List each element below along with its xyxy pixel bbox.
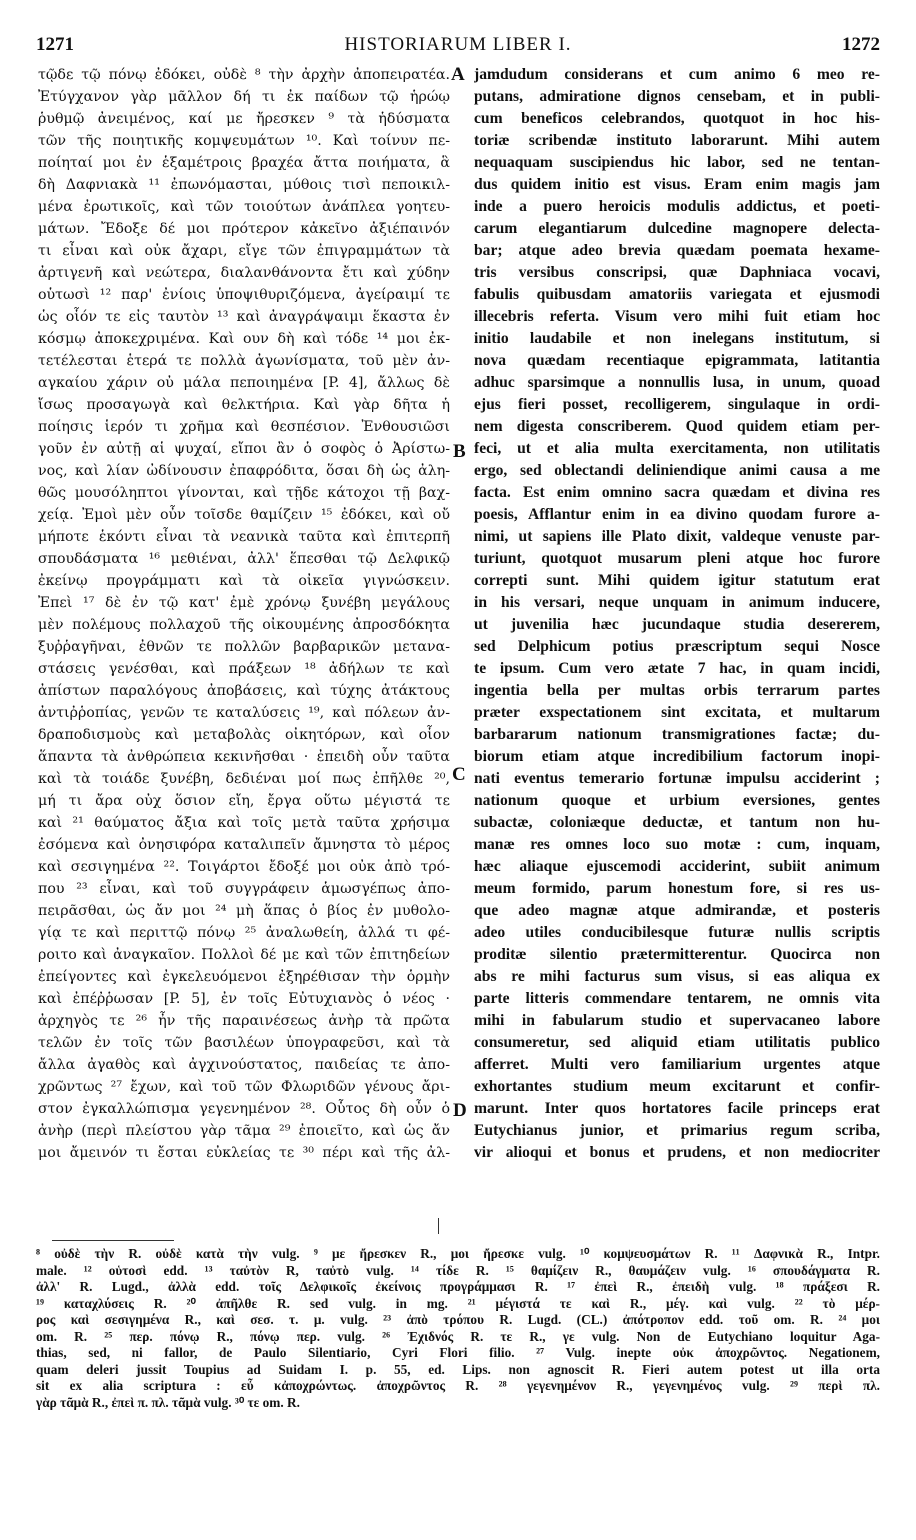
latin-text-line: adeo utiles conducibilesque futuræ nullis scriptis: [474, 924, 880, 941]
greek-text-line: στον ἐγκαλλώπισμα γεγενημένον ²⁸. Οὗτος δὴ οὖν ὁ: [38, 1101, 450, 1117]
latin-text-line: ergo, sed oblectandi deliniendique animi causa a me: [474, 462, 880, 479]
greek-text-line: καὶ ἐπέῤῥωσαν [P. 5], ἐν τοῖς Εὐτυχιανὸς ὁ νέος ·: [38, 991, 450, 1007]
latin-text-line: manæ res omnes loco suo motæ : cum, inquam,: [474, 836, 880, 853]
latin-text-line: marunt. Inter quos hortatores facile princeps erat: [474, 1100, 880, 1117]
greek-text-line: ἀρχηγὸς τε ²⁶ ἦν τῆς παραινέσεως ἀνὴρ τὰ πρῶτα: [38, 1013, 450, 1029]
greek-text-line: τῷδε τῷ πόνῳ ἐδόκει, οὐδὲ ⁸ τὴν ἀρχὴν ἀποπειρατέα.: [38, 67, 450, 83]
greek-text-line: κόσμῳ ἀποκεχριμένα. Καὶ ουν δὴ καὶ τόδε ¹⁴ μοι ἐκ-: [38, 331, 450, 347]
latin-text-line: consumeretur, sed aliquid etiam utilitatis publico: [474, 1034, 880, 1051]
latin-text-line: barbararum nationum transmigrationes factæ; du-: [474, 726, 880, 743]
latin-text-line: Eutychianus junior, et primarius regum scriba,: [474, 1122, 880, 1139]
latin-text-line: parte litteris commendare tentarem, ne omnis vita: [474, 990, 880, 1007]
latin-text-line: illecebris referta. Visum vero mihi fuit etiam hoc: [474, 308, 880, 325]
latin-text-line: jamdudum considerans et cum animo 6 meo re-: [474, 66, 880, 83]
greek-text-line: ὡς οἷόν τε εἰς ταυτὸν ¹³ καὶ ἀναγράψαιμι ἕκαστα ἐν: [38, 309, 450, 325]
greek-text-line: καὶ τὰ τοιάδε ξυνέβη, δεδιέναι μοί πως ἐπῆλθε ²⁰,: [38, 771, 450, 787]
greek-text-line: ξυῤῥαγῆναι, ἐθνῶν τε πολλῶν βαρβαρικῶν μετανα-: [38, 639, 450, 655]
greek-text-line: θῶς μουσόληπτοι γίνονται, καὶ τῇδε κάτοχοι τῇ βαχ-: [38, 485, 450, 501]
latin-text-line: subactæ, coloniæque deductæ, et tantum non hu-: [474, 814, 880, 831]
latin-text-line: præter exspectationem sint excitata, et multarum: [474, 704, 880, 721]
latin-text-line: nationum quoque et urbium eversiones, gentes: [474, 792, 880, 809]
footnote-line: ⁸ οὐδὲ τὴν R. οὐδὲ κατὰ τὴν vulg. ⁹ με ἤρεσκεν R., μοι ἤρεσκε vulg. ¹⁰ κομψευσμάτων R. ¹¹ Δαφνικὰ R., Intpr.: [36, 1246, 880, 1261]
footnote-line: quam deleri jussit Toupius ad Suidam I. p. 55, ed. Lips. non agnoscit R. Fieri autem potest ut illa orta: [36, 1361, 880, 1377]
latin-text-line: nimi, ut sapiens ille Plato dixit, valdeque venuste par-: [474, 528, 880, 545]
greek-text-line: χρῶντως ²⁷ ἔχων, καὶ τοῦ τῶν Φλωριδῶν γένους ἄρι-: [38, 1079, 450, 1095]
greek-text-line: ἀπίστων παραλόγους ἀποβάσεις, καὶ τύχης ἀτάκτους: [38, 683, 450, 699]
greek-text-line: δὴ Δαφνιακὰ ¹¹ ἐπωνόμασται, μύθοις τισὶ πεποικιλ-: [38, 177, 450, 193]
greek-text-line: ἀρτιγενῆ καὶ νεώτερα, διαλανθάνοντα ἔτι καὶ χύδην: [38, 265, 450, 281]
footnote-line: om. R. ²⁵ περ. πόνῳ R., πόνῳ περ. vulg. ²⁶ Ἐχιδνός R. τε R., γε vulg. Non de Eutychiano loquitur Aga-: [36, 1328, 880, 1344]
footnotes-block: [36, 1246, 880, 1411]
greek-text-line: σπουδάσματα ¹⁶ μεθιέναι, ἀλλ' ἕπεσθαι τῷ Δελφικῷ: [38, 551, 450, 567]
latin-text-line: meum formido, parum honestum fore, si res us-: [474, 880, 880, 897]
greek-text-line: οὑτωσὶ ¹² παρ' ἐνίοις ὑποψιθυριζόμενα, ἀγείραιμί τε: [38, 287, 450, 303]
greek-text-line: Ἐπεὶ ¹⁷ δὲ ἐν τῷ κατ' ἐμὲ χρόνῳ ξυνέβη μεγάλους: [38, 595, 450, 611]
running-header: [36, 34, 880, 58]
latin-text-line: hæc aliaque ejuscemodi acciderint, subiit animum: [474, 858, 880, 875]
latin-text-line: nati eventus temerario fortunæ impulsu acciderint ;: [474, 770, 880, 787]
latin-text-line: ejus fieri posset, recolligerem, singulaque in ordi-: [474, 396, 880, 413]
greek-text-line: γοῦν ἐν αὐτῇ αἱ ψυχαί, εἴποι ἂν ὁ σοφὸς ὁ Ἀρίστω-: [38, 441, 450, 457]
latin-text-line: carum elegantiarum dulcedine magnopere delecta-: [474, 220, 880, 237]
greek-text-line: που ²³ εἶναι, καὶ τοῦ συγγράφειν ἁμωσγέπως ἀπο-: [38, 881, 450, 897]
greek-text-line: μένα ἐρωτικοῖς, καὶ τῶν τοιούτων ἀνάπλεα γοητευ-: [38, 199, 450, 215]
latin-text-line: correpti sunt. Mihi quidem igitur statutum erat: [474, 572, 880, 589]
greek-text-line: καὶ ²¹ θαύματος ἄξια καὶ τοῖς μετὰ ταῦτα χρήσιμα: [38, 815, 450, 831]
latin-text-line: exhortantes studium meum excitarunt et confir-: [474, 1078, 880, 1095]
footnote-line: ¹⁹ καταχλύσεις R. ²⁰ ἀπῆλθε R. sed vulg. in mg. ²¹ μέγιστά τε καὶ R., μέγ. καὶ vulg. ²² τὸ μέρ-: [36, 1295, 880, 1311]
greek-text-line: μὲν πολέμους πολλαχοῦ τῆς οἰκουμένης ἀπροσδόκητα: [38, 617, 450, 633]
latin-text-line: te ipsum. Cum vero ætate 7 hac, in quam incidi,: [474, 660, 880, 677]
greek-text-line: μήποτε ἑκόντι εἶναι τὰ νεανικὰ ταῦτα καὶ ἐπιτερπῆ: [38, 529, 450, 545]
greek-text-line: Ἐτύγχανον γὰρ μᾶλλον δή τι ἐκ παίδων τῷ ἡρώῳ: [38, 89, 450, 105]
greek-text-line: ἀνὴρ (περὶ πλείστου γὰρ τᾶμα ²⁹ ἐποιεῖτο, καὶ ὡς ἄν: [38, 1123, 450, 1139]
greek-text-line: ῥυθμῷ ἀνειμένος, καί με ἤρεσκεν ⁹ τὰ ἡδύσματα: [38, 111, 450, 127]
greek-text-line: στάσεις γενέσθαι, καὶ πράξεων ¹⁸ ἀδήλων τε καὶ: [38, 661, 450, 677]
greek-text-line: πειρᾶσθαι, ὡς ἄν μοι ²⁴ μὴ ἅπας ὁ βίος ἐν μυθολο-: [38, 903, 450, 919]
latin-text-line: nequaquam suscipiendus hic labor, sed ne tentan-: [474, 154, 880, 171]
greek-text-line: καὶ σεσιγημένα ²². Τοιγάρτοι ἔδοξέ μοι οὐκ ἀπὸ τρό-: [38, 859, 450, 875]
page-number-right: 1272: [842, 34, 880, 55]
greek-text-line: χείᾳ. Ἐμοὶ μὲν οὖν τοῖσδε θαμίζειν ¹⁵ ἐδόκει, καὶ οὔ: [38, 507, 450, 523]
greek-text-line: ροιτο καὶ ἀναγκαῖον. Πολλοὶ δέ με καὶ τῶν ἐπιτηδείων: [38, 947, 450, 963]
catchword-tick: [438, 1218, 439, 1234]
latin-text-line: proditæ silentio prætermitterentur. Quocirca non: [474, 946, 880, 963]
latin-text-line: feci, ut et alia multa exercitamenta, non utilitatis: [474, 440, 880, 457]
latin-text-line: ingentia bella per multas orbis terrarum partes: [474, 682, 880, 699]
greek-text-line: τετέλεσται ἑτερά τε πολλὰ ἀγωνίσματα, τοῦ μὲν ἀν-: [38, 353, 450, 369]
footnote-line: ρος καὶ σεσιγημένα R., καὶ σεσ. τ. μ. vulg. ²³ ἀπὸ τρόπου R. Lugd. (CL.) ἀπότροπον edd. τοῦ om. R. ²⁴ μοι: [36, 1312, 880, 1327]
latin-text-column: [474, 64, 880, 1164]
greek-text-column: [38, 64, 450, 1164]
running-title: HISTORIARUM LIBER I.: [344, 34, 572, 55]
latin-text-line: nova quædam recentiaque epigrammata, latitantia: [474, 352, 880, 369]
latin-text-line: vir alioqui et bonus et prudens, et non mediocriter: [474, 1144, 880, 1161]
footnote-line: male. ¹² οὑτοσὶ edd. ¹³ ταὐτὸν R, ταὐτὸ vulg. ¹⁴ τίδε R. ¹⁵ θαμίζειν R., θαυμάζειν vulg. ¹⁶ σπουδάγματα R.: [36, 1262, 880, 1278]
greek-text-line: δραποδισμοὺς καὶ μεταβολὰς οἰκητόρων, καὶ οἷον: [38, 727, 450, 743]
latin-text-line: toriæ scribendæ instituto laborarunt. Mihi autem: [474, 132, 880, 149]
latin-text-line: mihi in fabularum studio et supervacaneo labore: [474, 1012, 880, 1029]
latin-text-line: in his versari, neque unquam in animum inducere,: [474, 594, 880, 611]
latin-text-line: inde a puero heroicis modulis addictus, et poeti-: [474, 198, 880, 215]
latin-text-line: tris versibus conscripsi, quæ Daphniaca vocavi,: [474, 264, 880, 281]
latin-text-line: bar; atque adeo brevia quædam poemata hexame-: [474, 242, 880, 259]
greek-text-line: γίᾳ τε καὶ περιττῷ πόνῳ ²⁵ ἀναλωθείη, ἀλλά τι φέ-: [38, 925, 450, 941]
footnote-separator-rule: [52, 1240, 174, 1241]
greek-text-line: ἴσως προσαγωγὰ καὶ θελκτήρια. Καὶ γὰρ δῆτα ἡ: [38, 397, 450, 413]
greek-text-line: τι εἶναι καὶ οὐκ ἄχαρι, εἴγε τῶν ἐπιγραμμάτων τὰ: [38, 243, 450, 259]
section-marker-a: A: [451, 64, 465, 85]
greek-text-line: ἐπείγοντες καὶ ἐγκελευόμενοι ἐξηρέθισαν τὴν ὁρμὴν: [38, 969, 450, 985]
greek-text-line: ἐκείνῳ προγράμματι καὶ τὰ οἰκεῖα γιγνώσκειν.: [38, 573, 450, 589]
latin-text-line: facta. Est enim omnino sacra quædam et divina res: [474, 484, 880, 501]
greek-text-line: τῶν τῆς ποιητικῆς κομψευμάτων ¹⁰. Καὶ τοίνυν πε-: [38, 133, 450, 149]
greek-text-line: ποίηταί μοι ἐν ἑξαμέτροις βραχέα ἄττα ποιήματα, ἃ: [38, 155, 450, 171]
latin-text-line: nem digesta conscriberem. Quod quidem etiam per-: [474, 418, 880, 435]
greek-text-line: νος, καὶ λίαν ὠδίνουσιν ἐπαφρόδιτα, ὅσαι δὴ ὡς ἀλη-: [38, 463, 450, 479]
section-marker-b: B: [453, 441, 466, 462]
greek-text-line: ἅπαντα τὰ ἀνθρώπεια κεκινῆσθαι · ἐπειδὴ οὖν ταῦτα: [38, 749, 450, 765]
greek-text-line: ἀντιῤῥοπίας, γενῶν τε καταλύσεις ¹⁹, καὶ πόλεων ἀν-: [38, 705, 450, 721]
latin-text-line: afferret. Multi vero familiarium urgentes atque: [474, 1056, 880, 1073]
footnote-line: γὰρ τᾶμὰ R., ἐπεὶ π. πλ. τᾶμὰ vulg. ³⁰ τε om. R.: [36, 1394, 300, 1410]
greek-text-line: μοι ἄμεινόν τι ἔσται εὐκλείας τε ³⁰ πέρι καὶ τῆς ἀλ-: [38, 1145, 450, 1161]
latin-text-line: dus quidem initio est visus. Eram enim magis jam: [474, 176, 880, 193]
latin-text-line: putans, admiratione dignos censebam, et in publi-: [474, 88, 880, 105]
latin-text-line: que adeo magnæ atque admirandæ, et posteris: [474, 902, 880, 919]
section-marker-d: D: [453, 1100, 467, 1121]
latin-text-line: abs re mihi facturus sum visus, si eas aliqua ex: [474, 968, 880, 985]
latin-text-line: turiunt, quotquot musarum pleni atque hoc furore: [474, 550, 880, 567]
greek-text-line: τελῶν ἐν τοῖς τῶν βασιλέων ὑπογραφεῦσι, καὶ τὰ: [38, 1035, 450, 1051]
latin-text-line: biorum etiam atque incredibilium factorum inopi-: [474, 748, 880, 765]
greek-text-line: ἄλλα ἀγαθὸς καὶ ἀγχινούστατος, παιδείας τε ἀπο-: [38, 1057, 450, 1073]
footnote-line: sit ex alia scriptura : εὖ κἀποχρώντως. ἀποχρῶντος R. ²⁸ γεγενημένον R., γεγενημένος vulg. ²⁹ περὶ πλ.: [36, 1378, 880, 1393]
latin-text-line: fabulis quibusdam amatoriis variegata et ejusmodi: [474, 286, 880, 303]
latin-text-line: poesis, Afflantur enim in ea divino quodam furore a-: [474, 506, 880, 523]
section-marker-c: C: [452, 764, 466, 785]
latin-text-line: initio laudabile et non inelegans institutum, si: [474, 330, 880, 347]
page-number-left: 1271: [36, 34, 74, 55]
greek-text-line: ποίησις ἱερόν τι χρῆμα καὶ θεσπέσιον. Ἐνθουσιῶσι: [38, 419, 450, 435]
greek-text-line: μάτων. Ἔδοξε δέ μοι πρότερον κἀκεῖνο ἀξιέπαινόν: [38, 221, 450, 237]
greek-text-line: ἐσόμενα καὶ ὀνησιφόρα καταλιπεῖν ἄμνηστα τὸ μέρος: [38, 837, 450, 853]
greek-text-line: αγκαίου χάριν οὐ μάλα πεποιημένα [P. 4], ἄλλως δὲ: [38, 375, 450, 391]
latin-text-line: adhuc sparsimque a nonnullis lusa, in unum, quoad: [474, 374, 880, 391]
greek-text-line: μή τι ἄρα οὐχ ὅσιον εἴη, ἔργα οὕτω μέγιστά τε: [38, 793, 450, 809]
footnote-line: thias, sed, ni fallor, de Paulo Silentiario, Cyri Flori filio. ²⁷ Vulg. inepte οὐκ ἀποχρῶντος. Negationem,: [36, 1345, 880, 1360]
footnote-line: ἀλλ' R. Lugd., ἀλλὰ edd. τοῖς Δελφικοῖς ἐκείνοις προγράμμασι R. ¹⁷ ἐπεὶ R., ἐπειδὴ vulg. ¹⁸ πράξεσι R.: [36, 1279, 880, 1294]
latin-text-line: sed Delphicum potius præscriptum sequi Nosce: [474, 638, 880, 655]
latin-text-line: ut juvenilia hæc jucundaque studia desererem,: [474, 616, 880, 633]
latin-text-line: cum beneficos celebrandos, quotquot in hoc his-: [474, 110, 880, 127]
